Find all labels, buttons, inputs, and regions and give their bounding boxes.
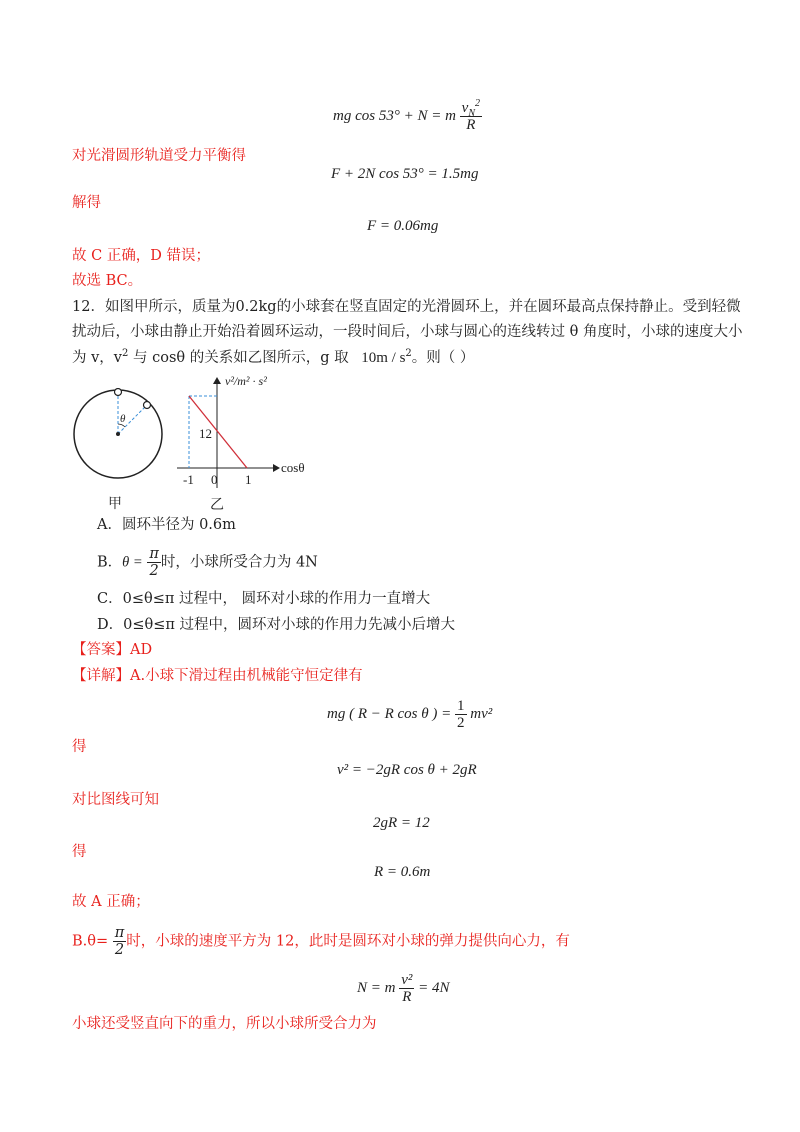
equation-radial: mg cos 53° + N = m $\frac{v_N^2}{R}$ (333, 98, 481, 133)
ball-top (115, 389, 122, 396)
figure-circle (68, 388, 168, 513)
question-line-1: 12．如图甲所示，质量为0.2kg的小球套在竖直固定的光滑圆环上，并在圆环最高点保持静止。受到轻微 (72, 299, 741, 315)
option-a: A．圆环半径为 0.6m (97, 517, 236, 533)
y-tick-12: 12 (199, 426, 212, 441)
detail-intro: 【详解】A.小球下滑过程由机械能守恒定律有 (72, 668, 363, 684)
equation-v2: v² = −2gR cos θ + 2gR (337, 762, 477, 778)
x-tick-1: 1 (245, 472, 252, 487)
detail-b-line: B.θ= $\frac{\pi}{2}$ 时，小球的速度平方为 12，此时是圆环对小球的弹力提供向心力，有 (72, 925, 570, 958)
text-c-correct: 故 C 正确，D 错误； (72, 248, 211, 264)
graph-line (189, 396, 247, 468)
text-solve: 解得 (72, 195, 101, 211)
equation-balance: F + 2N cos 53° = 1.5mg (331, 166, 479, 182)
text-compare: 对比图线可知 (72, 792, 159, 808)
ball-moved (144, 402, 151, 409)
text-gravity: 小球还受竖直向下的重力，所以小球所受合力为 (72, 1016, 377, 1032)
equation-R: R = 0.6m (374, 864, 431, 880)
equation-F: F = 0.06mg (367, 218, 439, 234)
y-axis-label: v²/m² · s² (225, 374, 267, 388)
text-a-correct: 故 A 正确； (72, 894, 150, 910)
text-get-2: 得 (72, 844, 87, 860)
caption-jia: 甲 (108, 497, 122, 512)
option-c: C．0≤θ≤π 过程中， 圆环对小球的作用力一直增大 (97, 591, 431, 607)
equation-energy: mg ( R − R cos θ ) = $\frac{1}{2}$ mv² (327, 698, 493, 731)
caption-yi: 乙 (210, 498, 224, 513)
x-tick-0: 0 (211, 472, 218, 487)
text-get-1: 得 (72, 739, 87, 755)
option-d: D．0≤θ≤π 过程中，圆环对小球的作用力先减小后增大 (97, 617, 456, 633)
x-axis-label: cosθ (281, 460, 305, 475)
text-select-bc: 故选 BC。 (72, 273, 143, 289)
answer-line: 【答案】AD (72, 642, 153, 658)
x-tick-neg1: -1 (183, 472, 194, 487)
question-line-2: 扰动后，小球由静止开始沿着圆环运动，一段时间后，小球与圆心的连线转过 θ 角度时，小球的速度大小 (72, 324, 743, 340)
text-balance: 对光滑圆形轨道受力平衡得 (72, 148, 246, 164)
theta-label: θ (120, 413, 126, 425)
option-b: B．θ = $\frac{\pi}{2}$ 时，小球所受合力为 4N (97, 546, 318, 579)
question-line-3: 为 v，$v^2$ 与 cosθ 的关系如乙图所示，g 取 $10m / s^2$。则（ ） (72, 348, 475, 366)
equation-2gR: 2gR = 12 (373, 815, 430, 831)
center-dot (116, 432, 120, 436)
equation-N: N = m $\frac{\text{v²}}{R}$ = 4N (357, 972, 450, 1005)
figure-graph (175, 372, 325, 515)
